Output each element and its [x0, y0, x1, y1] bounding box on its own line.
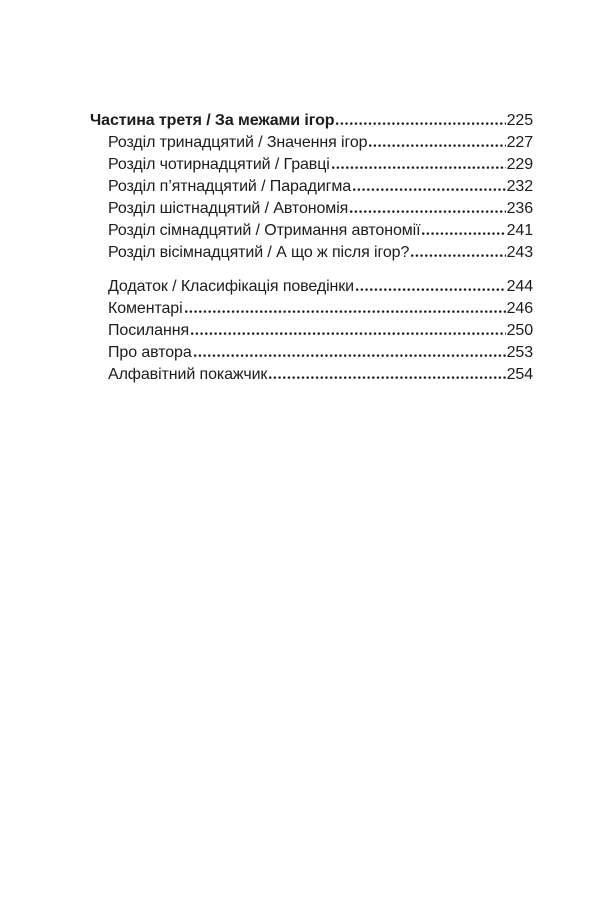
dot-leader — [336, 122, 505, 125]
toc-entry-page: 227 — [506, 134, 533, 151]
toc-entry-title: Розділ шістнадцятий / Автономія — [108, 200, 349, 217]
toc-entry-page: 254 — [506, 366, 533, 383]
toc-entry-page: 236 — [506, 200, 533, 217]
dot-leader — [353, 188, 505, 191]
dot-leader — [185, 310, 506, 313]
toc-entry-page: 246 — [506, 300, 533, 317]
toc-entry-back-matter — [90, 364, 533, 386]
toc-entry-title: Алфавітний покажчик — [108, 366, 268, 383]
toc-entry-chapter — [90, 220, 533, 242]
toc-entry-title: Розділ сімнадцятий / Отримання автономії — [108, 222, 421, 239]
toc-entry-chapter — [90, 176, 533, 198]
toc-entry-title: Розділ вісімнадцятий / А що ж після ігор? — [108, 244, 410, 261]
toc-entry-back-matter — [90, 298, 533, 320]
dot-leader — [350, 210, 505, 213]
toc-entry-back-matter — [90, 342, 533, 364]
dot-leader — [269, 376, 505, 379]
toc-entry-title: Посилання — [108, 322, 190, 339]
toc-entry-chapter — [90, 198, 533, 220]
toc-entry-title: Розділ чотирнадцятий / Гравці — [108, 156, 330, 173]
dot-leader — [332, 166, 506, 169]
toc-entry-title: Додаток / Класифікація поведінки — [108, 278, 355, 295]
toc-entry-page: 232 — [506, 178, 533, 195]
dot-leader — [194, 354, 506, 357]
dot-leader — [422, 232, 505, 235]
toc-entry-page: 229 — [506, 156, 533, 173]
toc-entry-chapter — [90, 154, 533, 176]
toc-entry-page: 250 — [506, 322, 533, 339]
toc-entry-part — [90, 110, 533, 132]
toc-back-matter-section — [90, 276, 533, 386]
toc-entry-page: 253 — [506, 344, 533, 361]
toc-entry-back-matter — [90, 276, 533, 298]
toc-entry-chapter — [90, 242, 533, 264]
table-of-contents — [90, 110, 533, 386]
toc-entry-page: 225 — [506, 112, 533, 129]
dot-leader — [191, 332, 506, 335]
dot-leader — [369, 144, 505, 147]
toc-entry-title: Розділ тринадцятий / Значення ігор — [108, 134, 368, 151]
toc-entry-title: Про автора — [108, 344, 192, 361]
toc-entry-chapter — [90, 132, 533, 154]
dot-leader — [411, 254, 505, 257]
toc-chapters-section — [90, 132, 533, 264]
toc-entry-page: 244 — [506, 278, 533, 295]
toc-entry-page: 241 — [506, 222, 533, 239]
toc-entry-page: 243 — [506, 244, 533, 261]
toc-entry-title: Розділ п’ятнадцятий / Парадигма — [108, 178, 352, 195]
dot-leader — [356, 288, 506, 291]
toc-entry-title: Частина третя / За межами ігор — [90, 112, 335, 129]
toc-entry-title: Коментарі — [108, 300, 183, 317]
toc-entry-back-matter — [90, 320, 533, 342]
